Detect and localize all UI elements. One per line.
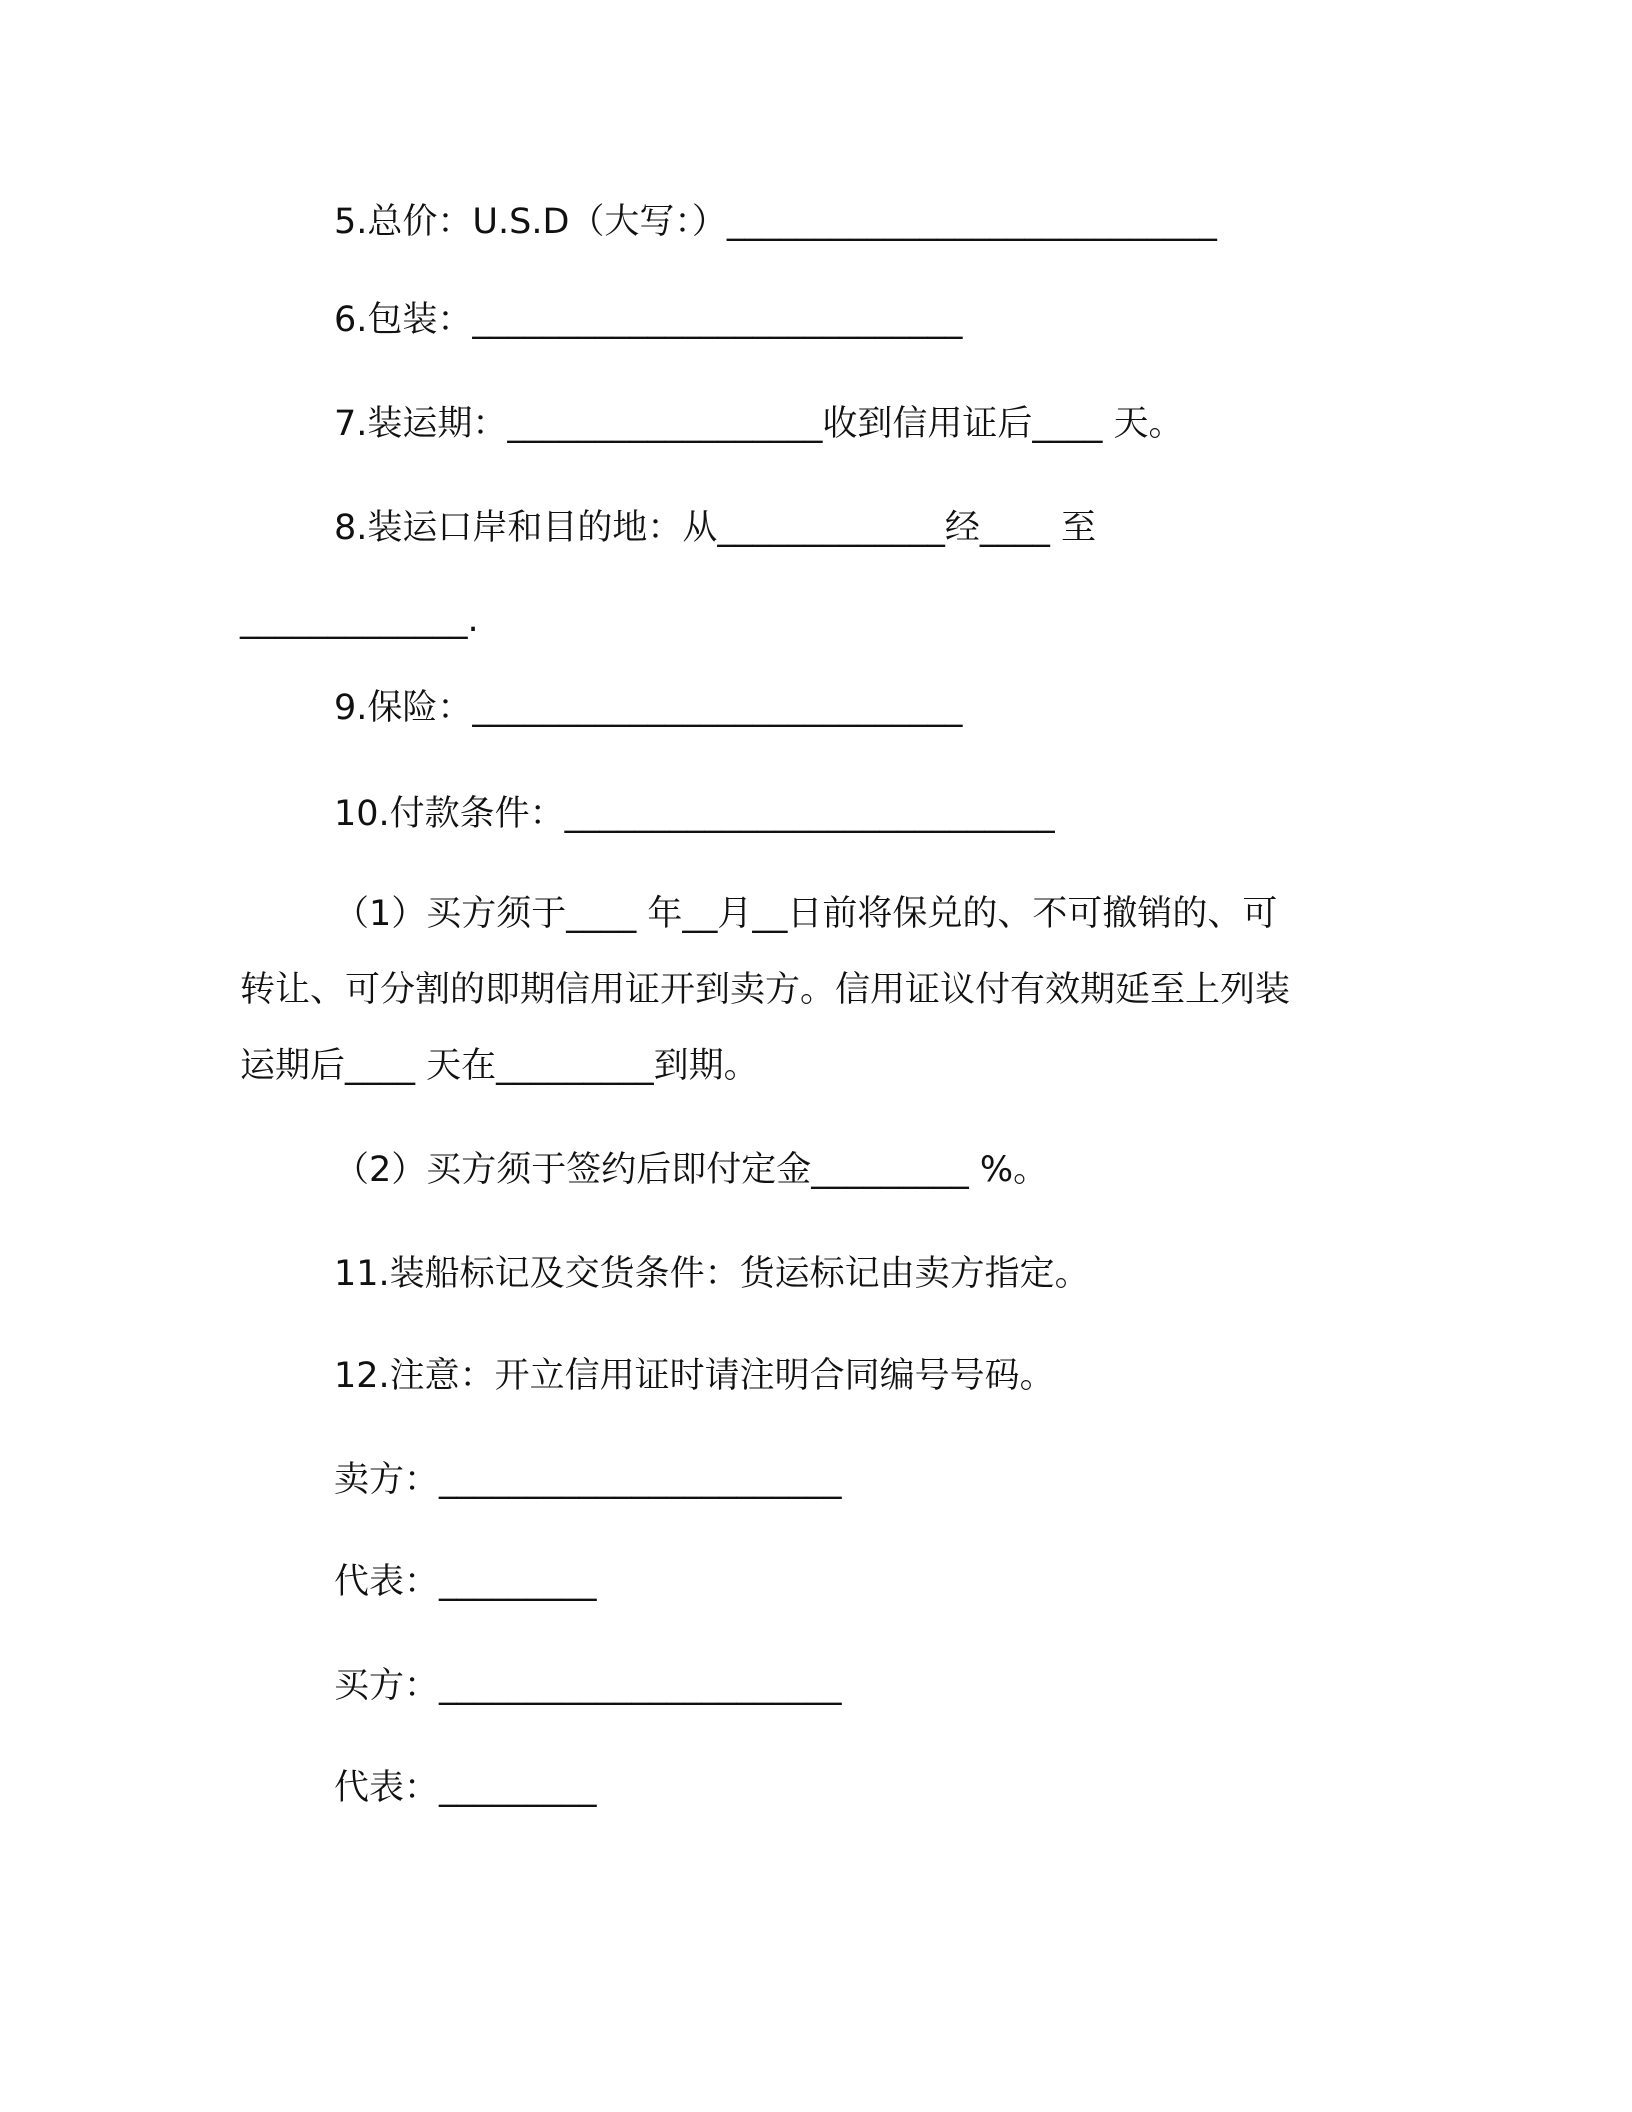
seller-representative-line: 代表：_________ xyxy=(334,1562,597,1602)
buyer-representative-line: 代表：_________ xyxy=(334,1768,597,1808)
clause-10-item-2: （2）买方须于签约后即付定金_________ %。 xyxy=(334,1150,1049,1190)
clause-6-packaging: 6.包装：____________________________ xyxy=(334,300,963,340)
clause-10-item-1-line-2: 转让、可分割的即期信用证开到卖方。信用证议付有效期延至上列装 xyxy=(240,970,1291,1010)
clause-10-item-1-line-1: （1）买方须于____ 年__月__日前将保兑的、不可撤销的、可 xyxy=(334,894,1278,934)
clause-8-port-destination: 8.装运口岸和目的地：从_____________经____ 至 xyxy=(334,508,1097,548)
clause-10-payment-terms: 10.付款条件：____________________________ xyxy=(334,794,1055,834)
clause-5-total-price: 5.总价：U.S.D（大写：）____________________________ xyxy=(334,202,1217,242)
clause-9-insurance: 9.保险：____________________________ xyxy=(334,688,963,728)
clause-8-continuation: _____________. xyxy=(240,600,479,640)
clause-12-note: 12.注意：开立信用证时请注明合同编号号码。 xyxy=(334,1356,1055,1396)
seller-signature-line: 卖方：_______________________ xyxy=(334,1460,842,1500)
buyer-signature-line: 买方：_______________________ xyxy=(334,1666,842,1706)
clause-10-item-1-line-3: 运期后____ 天在_________到期。 xyxy=(240,1046,759,1086)
clause-7-shipment-period: 7.装运期：__________________收到信用证后____ 天。 xyxy=(334,404,1184,444)
clause-11-marks: 11.装船标记及交货条件：货运标记由卖方指定。 xyxy=(334,1254,1090,1294)
